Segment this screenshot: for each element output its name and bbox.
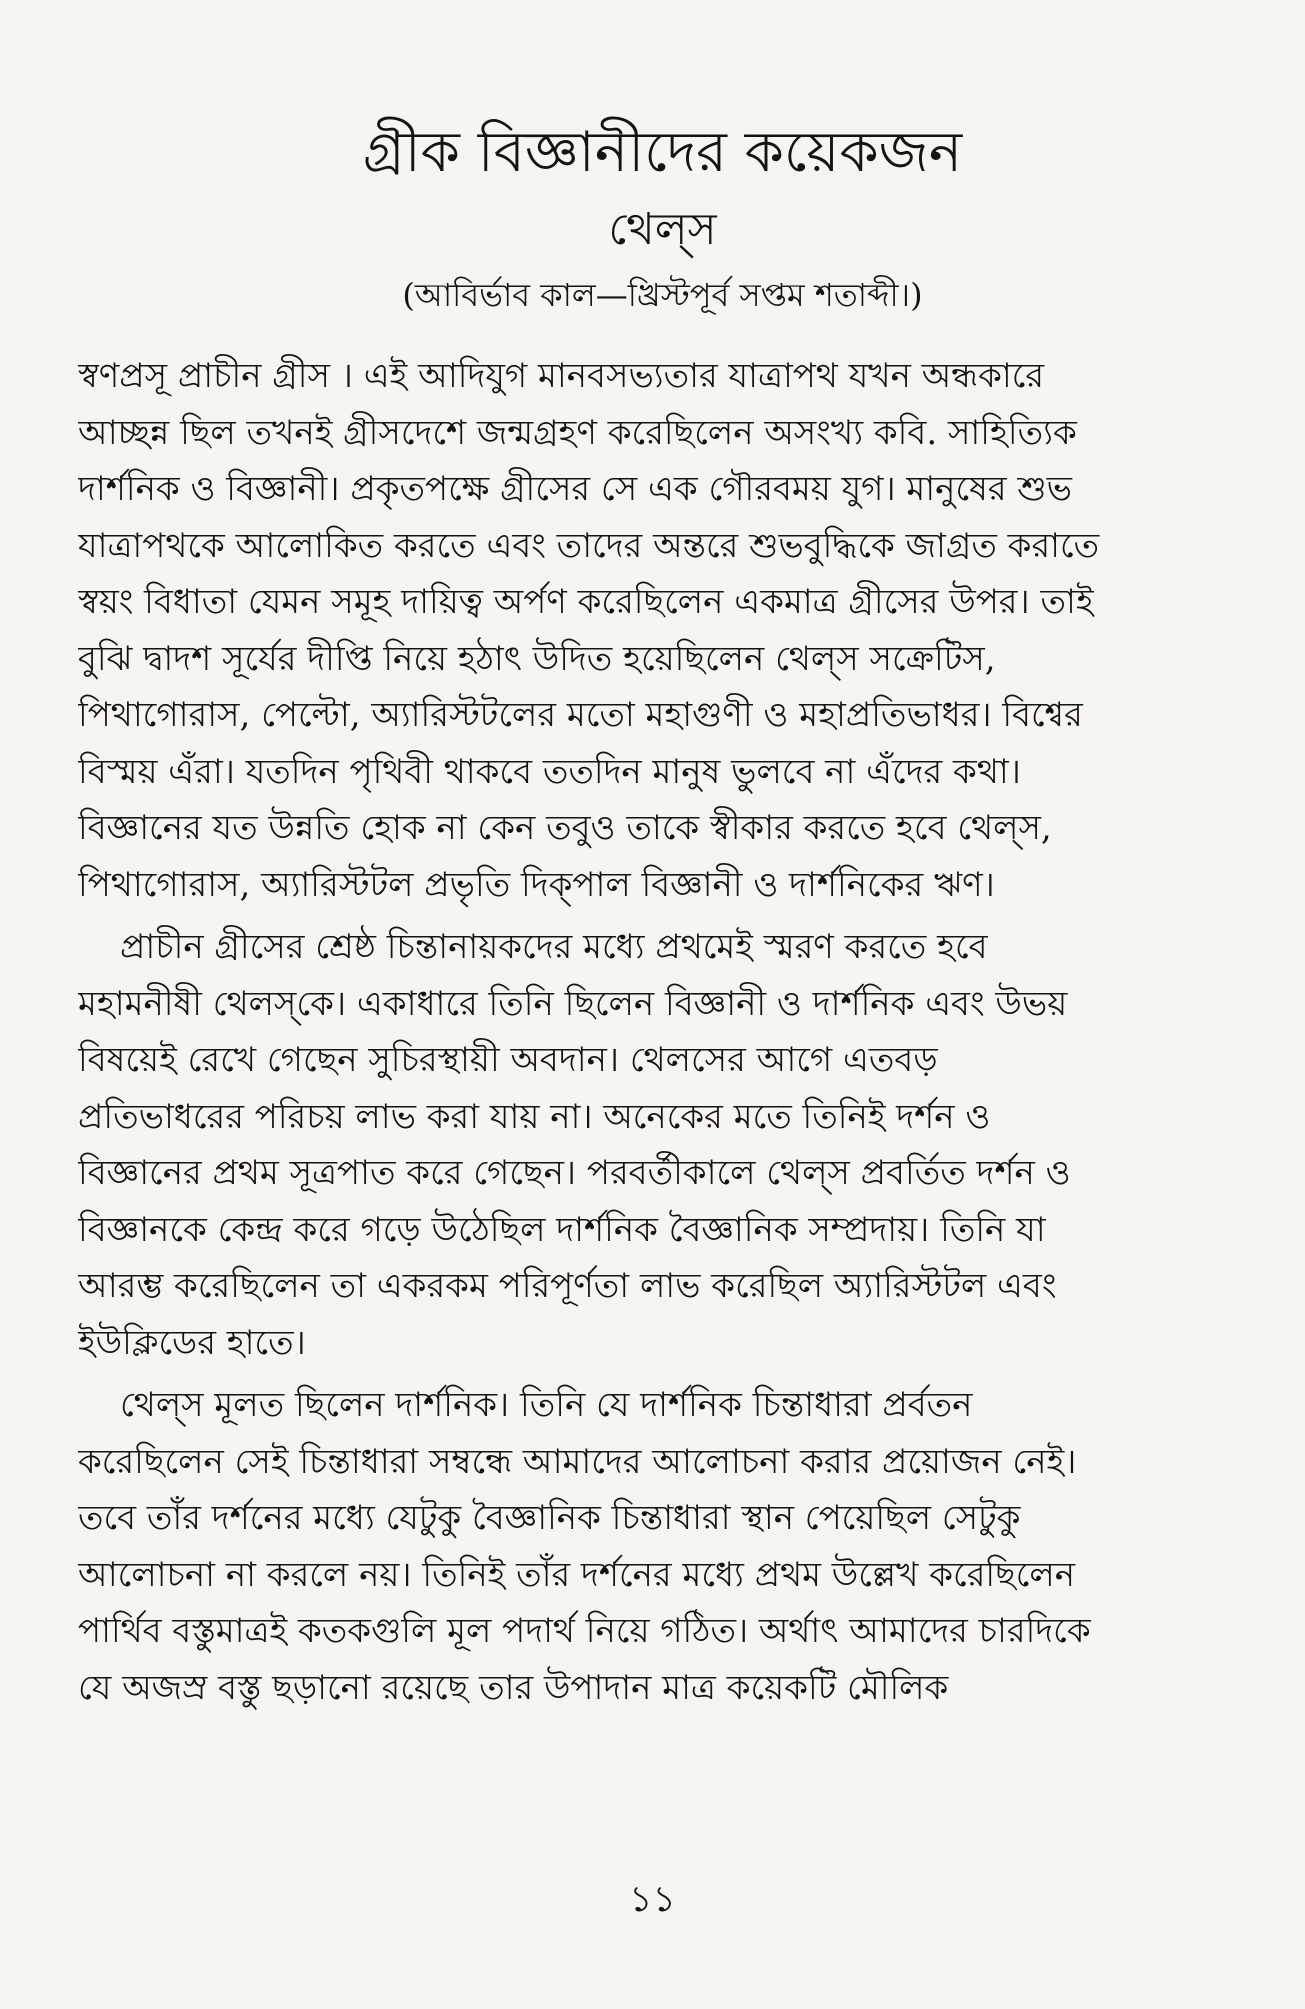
- page-number: ১১: [629, 1879, 676, 1920]
- text-line: প্রতিভাধরের পরিচয় লাভ করা যায় না। অনেকের মতে তিনিই দর্শন ও: [78, 1096, 991, 1137]
- text-line: পিথাগোরাস, অ্যারিস্টটল প্রভৃতি দিক্‌পাল বিজ্ঞানী ও দার্শনিকের ঋণ।: [78, 864, 995, 905]
- text-line: তবে তাঁর দর্শনের মধ্যে যেটুকু বৈজ্ঞানিক চিন্তাধারা স্থান পেয়েছিল সেটুকু: [78, 1498, 1021, 1538]
- text-line: বিজ্ঞানের প্রথম সূত্রপাত করে গেছেন। পরবর্তীকালে থেল্‌স প্রবর্তিত দর্শন ও: [78, 1153, 1071, 1193]
- text-line: প্রাচীন গ্রীসের শ্রেষ্ঠ চিন্তানায়কদের মধ্যে প্রথমেই স্মরণ করতে হবে: [120, 927, 988, 967]
- paragraph-3: [78, 1377, 1247, 1716]
- text-line: আচ্ছন্ন ছিল তখনই গ্রীসদেশে জন্মগ্রহণ করেছিলেন অসংখ্য কবি. সাহিত্যিক: [78, 412, 1077, 453]
- text-line: করেছিলেন সেই চিন্তাধারা সম্বন্ধে আমাদের আলোচনা করার প্রয়োজন নেই।: [78, 1441, 1077, 1482]
- chapter-title: গ্রীক বিজ্ঞানীদের কয়েকজন: [362, 120, 963, 185]
- text-line: স্বয়ং বিধাতা যেমন সমূহ দায়িত্ব অর্পণ করেছিলেন একমাত্র গ্রীসের উপর। তাই: [78, 582, 1094, 622]
- section-subtitle: থেল্‌স: [608, 204, 717, 255]
- text-line: বিজ্ঞানের যত উন্নতি হোক না কেন তবুও তাকে স্বীকার করতে হবে থেল্‌স,: [78, 808, 1052, 848]
- text-line: আলোচনা না করলে নয়। তিনিই তাঁর দর্শনের মধ্যে প্রথম উল্লেখ করেছিলেন: [78, 1554, 1076, 1595]
- paragraph-2: [78, 919, 1247, 1371]
- text-line: দার্শনিক ও বিজ্ঞানী। প্রকৃতপক্ষে গ্রীসের সে এক গৌরবময় যুগ। মানুষের শুভ: [78, 469, 1072, 509]
- text-line: বুঝি দ্বাদশ সূর্যের দীপ্তি নিয়ে হঠাৎ উদিত হয়েছিলেন থেল্‌স সক্রেটিস,: [78, 638, 996, 679]
- text-line: আরম্ভ করেছিলেন তা একরকম পরিপূর্ণতা লাভ করেছিল অ্যারিস্টটল এবং: [78, 1266, 1057, 1306]
- text-line: পার্থিব বস্তুমাত্রই কতকগুলি মূল পদার্থ নিয়ে গঠিত। অর্থাৎ আমাদের চারদিকে: [78, 1611, 1091, 1651]
- paragraph-1: [78, 348, 1247, 913]
- text-line: ইউক্লিডের হাতে।: [78, 1322, 306, 1363]
- text-line: যাত্রাপথকে আলোকিত করতে এবং তাদের অন্তরে শুভবুদ্ধিকে জাগ্রত করাতে: [78, 525, 1100, 566]
- text-line: বিস্ময় এঁরা। যতদিন পৃথিবী থাকবে ততদিন মানুষ ভুলবে না এঁদের কথা।: [78, 751, 1021, 792]
- era-note: (আবির্ভাব কাল—খ্রিস্টপূর্ব সপ্তম শতাব্দী।): [402, 276, 923, 314]
- text-line: থেল্‌স মূলত ছিলেন দার্শনিক। তিনি যে দার্শনিক চিন্তাধারা প্রর্বতন: [120, 1385, 973, 1425]
- text-line: যে অজস্র বস্তু ছড়ানো রয়েছে তার উপাদান মাত্র কয়েকটি মৌলিক: [78, 1667, 949, 1708]
- text-line: পিথাগোরাস, পেল্টো, অ্যারিস্টটলের মতো মহাগুণী ও মহাপ্রতিভাধর। বিশ্বের: [78, 695, 1083, 735]
- text-line: বিষয়েই রেখে গেছেন সুচিরস্থায়ী অবদান। থেলসের আগে এতবড়: [78, 1040, 938, 1080]
- text-line: মহামনীষী থেলস্‌কে। একাধারে তিনি ছিলেন বিজ্ঞানী ও দার্শনিক এবং উভয়: [78, 983, 1068, 1024]
- text-line: বিজ্ঞানকে কেন্দ্র করে গড়ে উঠেছিল দার্শনিক বৈজ্ঞানিক সম্প্রদায়। তিনি যা: [78, 1209, 1046, 1250]
- body-text: [78, 348, 1247, 1716]
- text-line: স্বণপ্রসূ প্রাচীন গ্রীস । এই আদিযুগ মানবসভ্যতার যাত্রাপথ যখন অন্ধকারে: [78, 356, 1045, 396]
